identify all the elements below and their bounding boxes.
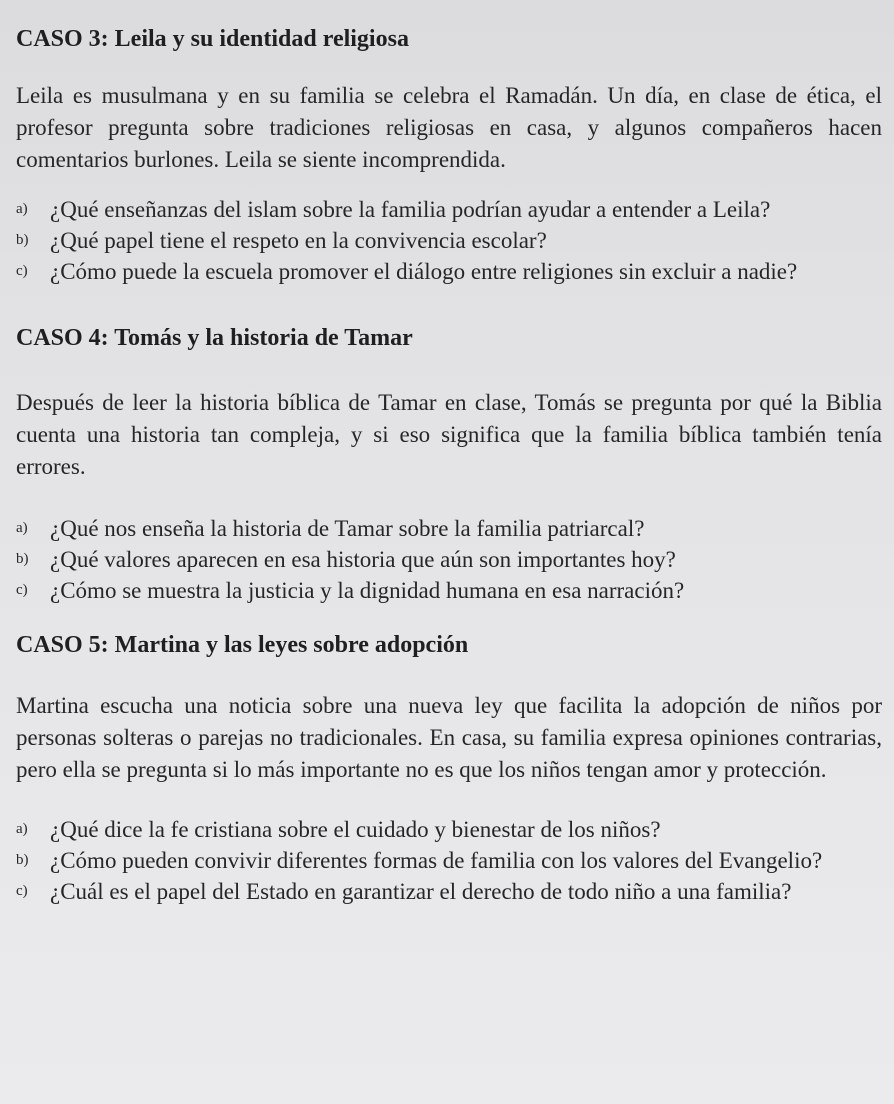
question-item [16, 845, 882, 876]
question-item [16, 256, 882, 287]
question-letter: b) [16, 232, 29, 248]
question-item [16, 544, 882, 575]
case-5-title: CASO 5: Martina y las leyes sobre adopción [16, 632, 469, 658]
question-item [16, 575, 882, 606]
case-4-questions [16, 513, 882, 606]
question-item [16, 225, 882, 256]
case-3 [16, 24, 882, 287]
question-letter: b) [16, 852, 29, 868]
case-4-body: Después de leer la historia bíblica de Tamar en clase, Tomás se pregunta por qué la Biblia cuenta una historia tan compleja, y si eso significa que la familia bíblica también tenía errores. [16, 390, 882, 479]
question-text: ¿Cómo pueden convivir diferentes formas de familia con los valores del Evangelio? [50, 848, 823, 873]
question-text: ¿Cuál es el papel del Estado en garantizar el derecho de todo niño a una familia? [50, 879, 792, 904]
case-4-title: CASO 4: Tomás y la historia de Tamar [16, 325, 413, 351]
question-text: ¿Cómo se muestra la justicia y la dignidad humana en esa narración? [50, 578, 685, 603]
case-3-body: Leila es musulmana y en su familia se celebra el Ramadán. Un día, en clase de ética, el profesor pregunta sobre tradiciones religiosas en casa, y algunos compañeros hacen comentarios burlones. Leila se siente incomprendida. [16, 83, 882, 172]
question-item [16, 814, 882, 845]
case-5-body: Martina escucha una noticia sobre una nueva ley que facilita la adopción de niños por personas solteras o parejas no tradicionales. En casa, su familia expresa opiniones contrarias, pero ella se pregunta si lo más importante no es que los niños tengan amor y protección. [16, 693, 882, 782]
document-page [16, 18, 882, 907]
question-letter: b) [16, 551, 29, 567]
question-text: ¿Qué papel tiene el respeto en la convivencia escolar? [50, 228, 547, 253]
question-letter: c) [16, 582, 28, 598]
question-text: ¿Cómo puede la escuela promover el diálogo entre religiones sin excluir a nadie? [50, 259, 798, 284]
question-letter: a) [16, 520, 28, 536]
question-item [16, 876, 882, 907]
question-text: ¿Qué enseñanzas del islam sobre la familia podrían ayudar a entender a Leila? [50, 197, 771, 222]
case-5 [16, 630, 882, 907]
question-text: ¿Qué valores aparecen en esa historia que aún son importantes hoy? [50, 547, 676, 572]
question-letter: a) [16, 201, 28, 217]
question-letter: c) [16, 263, 28, 279]
case-3-title: CASO 3: Leila y su identidad religiosa [16, 26, 409, 52]
question-letter: a) [16, 821, 28, 837]
question-text: ¿Qué nos enseña la historia de Tamar sobre la familia patriarcal? [50, 516, 645, 541]
question-text: ¿Qué dice la fe cristiana sobre el cuidado y bienestar de los niños? [50, 817, 661, 842]
case-4 [16, 323, 882, 606]
question-item [16, 513, 882, 544]
question-letter: c) [16, 883, 28, 899]
question-item [16, 194, 882, 225]
case-3-questions [16, 194, 882, 287]
case-5-questions [16, 814, 882, 907]
